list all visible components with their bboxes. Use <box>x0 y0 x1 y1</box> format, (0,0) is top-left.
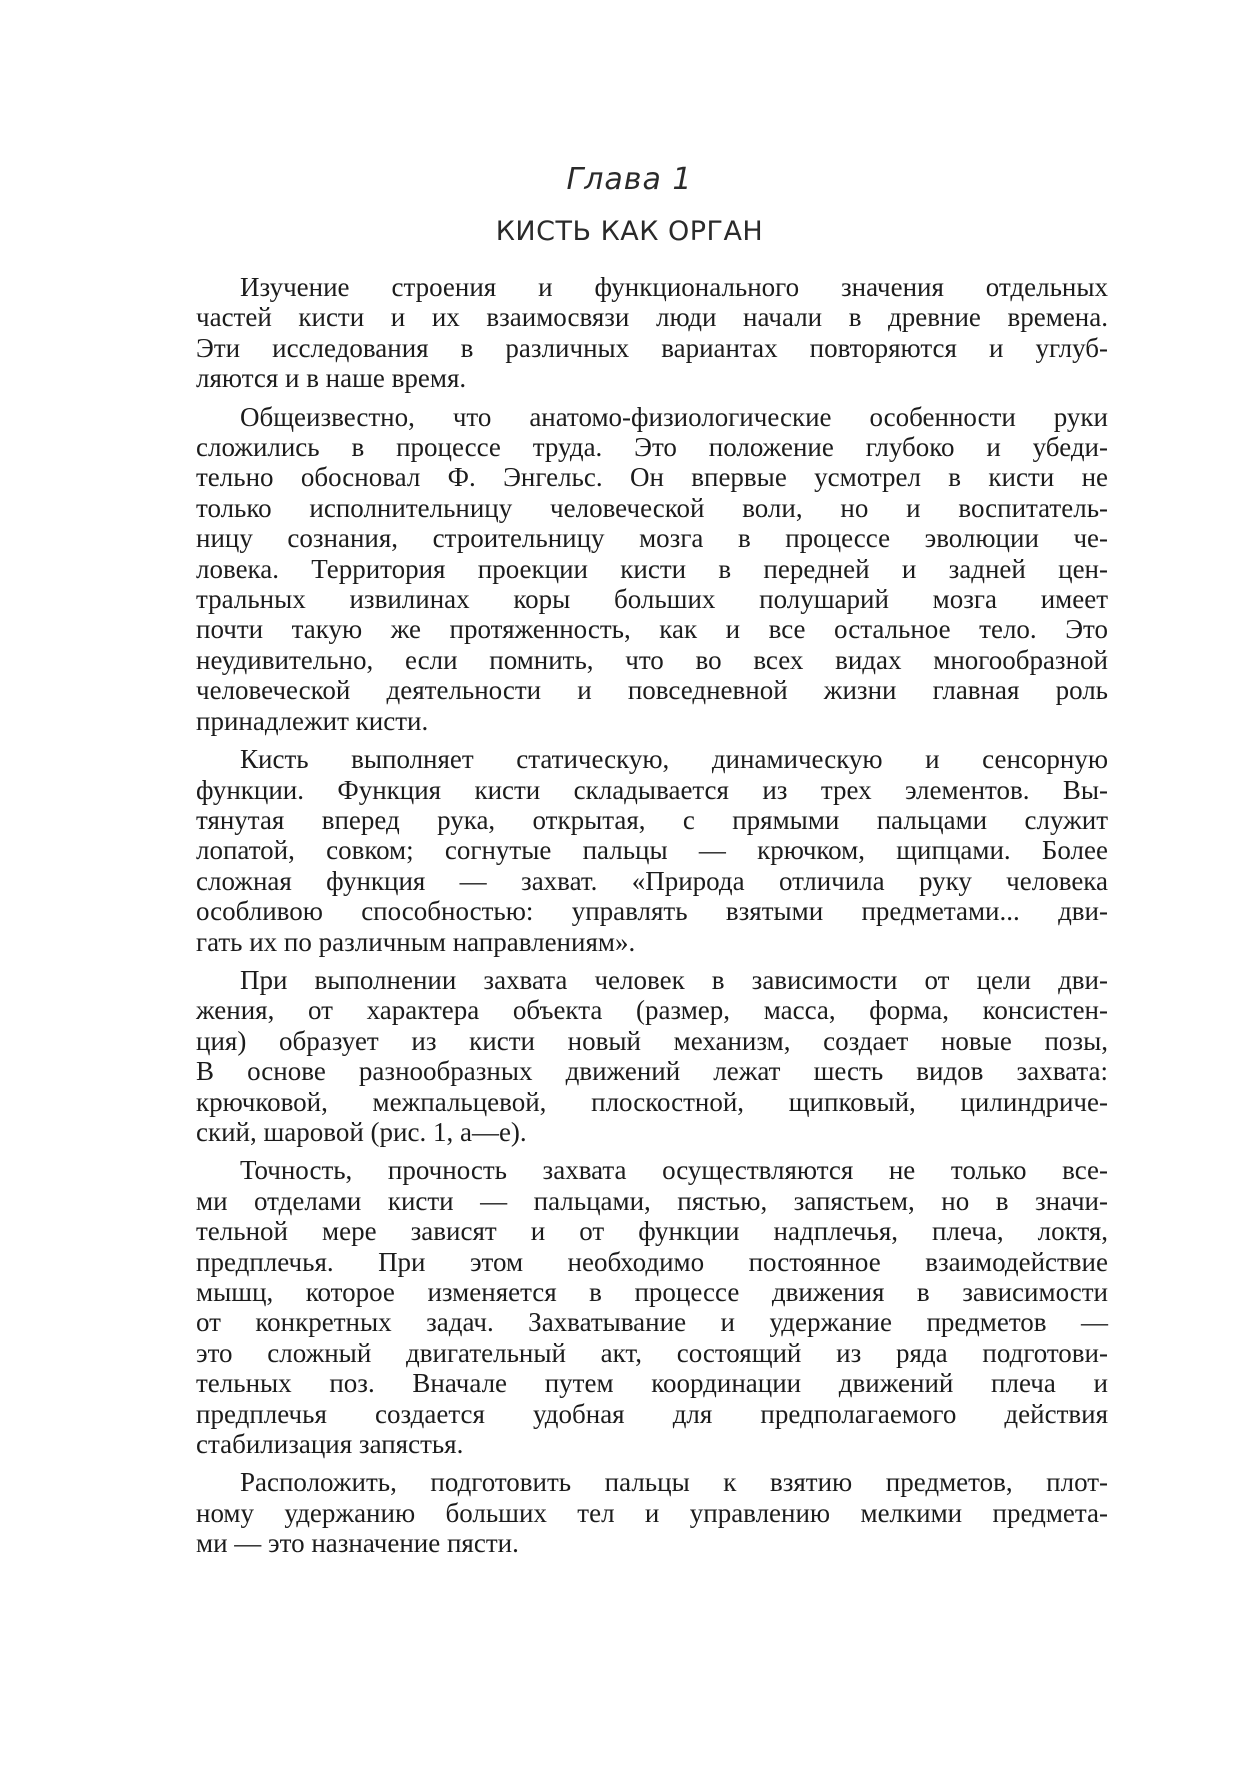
text-line: сложная функция — захват. «Природа отличила руку человека <box>196 865 1108 896</box>
text-line: сложились в процессе труда. Это положение глубоко и убеди- <box>196 432 1108 463</box>
text-line: предплечья. При этом необходимо постоянное взаимодействие <box>196 1246 1108 1277</box>
paragraph <box>196 1467 1108 1558</box>
body-text <box>196 272 1108 1559</box>
text-line: мышц, которое изменяется в процессе движения в зависимости <box>196 1277 1108 1307</box>
text-line: В основе разнообразных движений лежат шесть видов захвата: <box>196 1056 1108 1087</box>
text-line: ми — это назначение пясти. <box>196 1528 519 1559</box>
paragraph <box>196 272 1108 394</box>
text-line: ский, шаровой (рис. 1, а—е). <box>196 1116 527 1147</box>
text-line: человеческой деятельности и повседневной жизни главная роль <box>196 675 1108 706</box>
chapter-title: КИСТЬ КАК ОРГАН <box>495 216 764 247</box>
text-line: тянутая вперед рука, открытая, с прямыми пальцами служит <box>196 804 1108 835</box>
text-line: тральных извилинах коры больших полушарий мозга имеет <box>196 584 1108 615</box>
text-line: Эти исследования в различных вариантах повторяются и углуб- <box>196 332 1108 363</box>
text-line: Кисть выполняет статическую, динамическую и сенсорную <box>240 744 1108 775</box>
text-line: При выполнении захвата человек в зависимости от цели дви- <box>240 964 1108 995</box>
text-line: стабилизация запястья. <box>196 1429 464 1460</box>
paragraph <box>196 1155 1108 1459</box>
text-line: Общеизвестно, что анатомо-физиологические особенности руки <box>240 401 1108 432</box>
text-line: тельной мере зависят и от функции надплечья, плеча, локтя, <box>196 1216 1108 1247</box>
text-line: крючковой, межпальцевой, плоскостной, щипковый, цилиндриче- <box>196 1086 1108 1117</box>
paragraph <box>196 965 1108 1147</box>
text-line: принадлежит кисти. <box>196 705 429 736</box>
text-line: Расположить, подготовить пальцы к взятию предметов, плот- <box>240 1467 1108 1498</box>
text-line: ми отделами кисти — пальцами, пястью, запястьем, но в значи- <box>196 1185 1108 1216</box>
text-line: ловека. Территория проекции кисти в передней и задней цен- <box>196 553 1108 584</box>
text-line: неудивительно, если помнить, что во всех видах многообразной <box>196 644 1108 675</box>
paragraph <box>196 402 1108 736</box>
chapter-label: Глава 1 <box>566 162 693 197</box>
text-line: Изучение строения и функционального значения отдельных <box>240 272 1108 302</box>
text-line: тельно обосновал Ф. Энгельс. Он впервые усмотрел в кисти не <box>196 462 1108 493</box>
text-line: функции. Функция кисти складывается из трех элементов. Вы- <box>196 774 1108 805</box>
text-line: гать их по различным направлениям». <box>196 926 636 957</box>
text-line: ницу сознания, строительницу мозга в процессе эволюции че- <box>196 523 1108 554</box>
text-line: почти такую же протяженность, как и все остальное тело. Это <box>196 614 1108 645</box>
text-line: это сложный двигательный акт, состоящий из ряда подготови- <box>196 1337 1108 1368</box>
text-line: от конкретных задач. Захватывание и удержание предметов — <box>196 1307 1108 1338</box>
text-line: частей кисти и их взаимосвязи люди начали в древние времена. <box>196 302 1108 333</box>
text-line: особливою способностью: управлять взятыми предметами... дви- <box>196 896 1108 927</box>
text-line: жения, от характера объекта (размер, масса, форма, консистен- <box>196 995 1108 1026</box>
text-line: ляются и в наше время. <box>196 363 467 394</box>
text-line: лопатой, совком; согнутые пальцы — крючком, щипцами. Более <box>196 835 1108 866</box>
paragraph <box>196 744 1108 957</box>
text-line: Точность, прочность захвата осуществляются не только все- <box>240 1155 1108 1186</box>
text-line: тельных поз. Вначале путем координации движений плеча и <box>196 1368 1108 1399</box>
text-line: ному удержанию больших тел и управлению мелкими предмета- <box>196 1497 1108 1528</box>
text-line: только исполнительницу человеческой воли, но и воспитатель- <box>196 492 1108 523</box>
text-line: предплечья создается удобная для предполагаемого действия <box>196 1398 1108 1429</box>
text-line: ция) образует из кисти новый механизм, создает новые позы, <box>196 1025 1108 1056</box>
